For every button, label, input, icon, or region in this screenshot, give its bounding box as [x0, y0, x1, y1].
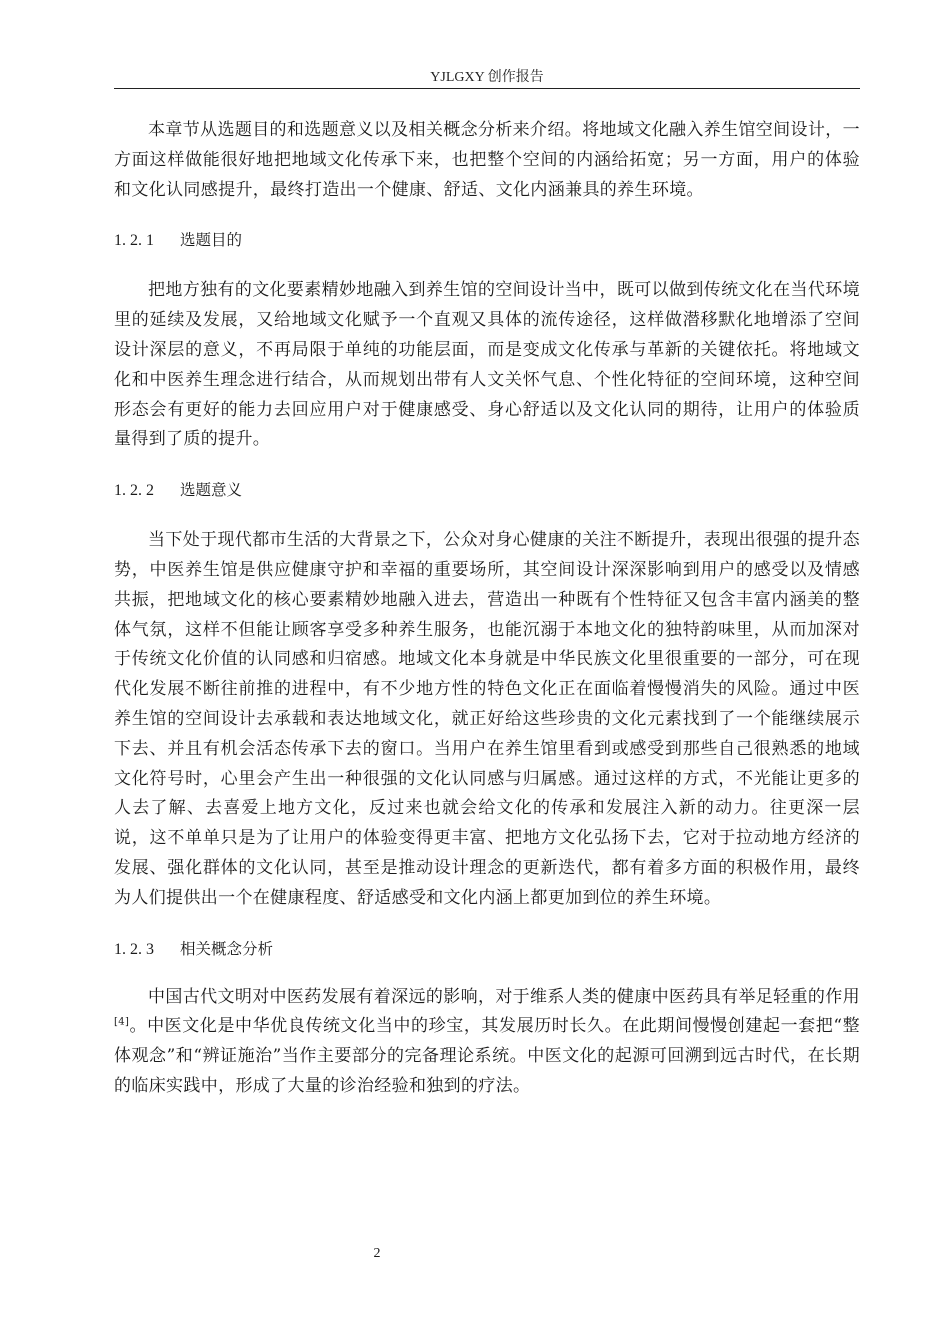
section-number: 1. 2. 2 [114, 482, 154, 500]
section-paragraph-1-2-2: 当下处于现代都市生活的大背景之下，公众对身心健康的关注不断提升，表现出很强的提升态势，中医养生馆是供应健康守护和幸福的重要场所，其空间设计深深影响到用户的感受以及情感共振，把地域文化的核心要素精妙地融入进去，营造出一种既有个性特征又包含丰富内涵美的整体气氛，这样不但能让顾客享受多种养生服务，也能沉溺于本地文化的独特韵味里，从而加深对于传统文化价值的认同感和归宿感。地域文化本身就是中华民族文化里很重要的一部分，可在现代化发展不断往前推的进程中，有不少地方性的特色文化正在面临着慢慢消失的风险。通过中医养生馆的空间设计去承载和表达地域文化，就正好给这些珍贵的文化元素找到了一个能继续展示下去、并且有机会活态传承下去的窗口。当用户在养生馆里看到或感受到那些自己很熟悉的地域文化符号时，心里会产生出一种很强的文化认同感与归属感。通过这样的方式，不光能让更多的人去了解、去喜爱上地方文化，反过来也就会给文化的传承和发展注入新的动力。往更深一层说，这不单单只是为了让用户的体验变得更丰富、把地方文化弘扬下去，它对于拉动地方经济的发展、强化群体的文化认同，甚至是推动设计理念的更新迭代，都有着多方面的积极作用，最终为人们提供出一个在健康程度、舒适感受和文化内涵上都更加到位的养生环境。 [114, 530, 860, 908]
header-divider [114, 88, 860, 89]
section-heading-1-2-1 [114, 227, 860, 254]
section-paragraph-1-2-3 [114, 983, 860, 1102]
section-title: 选题目的 [180, 231, 243, 250]
page-number: 2 [373, 1246, 381, 1261]
intro-paragraph: 本章节从选题目的和选题意义以及相关概念分析来介绍。将地域文化融入养生馆空间设计，一方面这样做能很好地把地域文化传承下来，也把整个空间的内涵给拓宽；另一方面，用户的体验和文化认同感提升，最终打造出一个健康、舒适、文化内涵兼具的养生环境。 [114, 120, 860, 200]
section-heading-1-2-2 [114, 477, 860, 504]
section-number: 1. 2. 1 [114, 232, 154, 250]
citation-reference: [4] [114, 1016, 130, 1028]
paragraph-text: 。中医文化是中华优良传统文化当中的珍宝，其发展历时长久。在此期间慢慢创建起一套把“整体观念”和“辨证施治”当作主要部分的完备理论系统。中医文化的起源可回溯到远古时代，在长期的临床实践中，形成了大量的诊治经验和独到的疗法。 [114, 1016, 860, 1096]
page-header: YJLGXY 创作报告 [430, 70, 544, 85]
section-number: 1. 2. 3 [114, 940, 154, 958]
page-body [114, 116, 860, 1102]
section-paragraph-1-2-1: 把地方独有的文化要素精妙地融入到养生馆的空间设计当中，既可以做到传统文化在当代环境里的延续及发展，又给地域文化赋予一个直观又具体的流传途径，这样做潜移默化地增添了空间设计深层的意义，不再局限于单纯的功能层面，而是变成文化传承与革新的关键依托。将地域文化和中医养生理念进行结合，从而规划出带有人文关怀气息、个性化特征的空间环境，这种空间形态会有更好的能力去回应用户对于健康感受、身心舒适以及文化认同的期待，让用户的体验质量得到了质的提升。 [114, 280, 860, 450]
section-heading-1-2-3 [114, 936, 860, 963]
section-title: 相关概念分析 [180, 939, 274, 958]
paragraph-text: 中国古代文明对中医药发展有着深远的影响，对于维系人类的健康中医药具有举足轻重的作用 [148, 986, 860, 1007]
section-title: 选题意义 [180, 481, 243, 500]
